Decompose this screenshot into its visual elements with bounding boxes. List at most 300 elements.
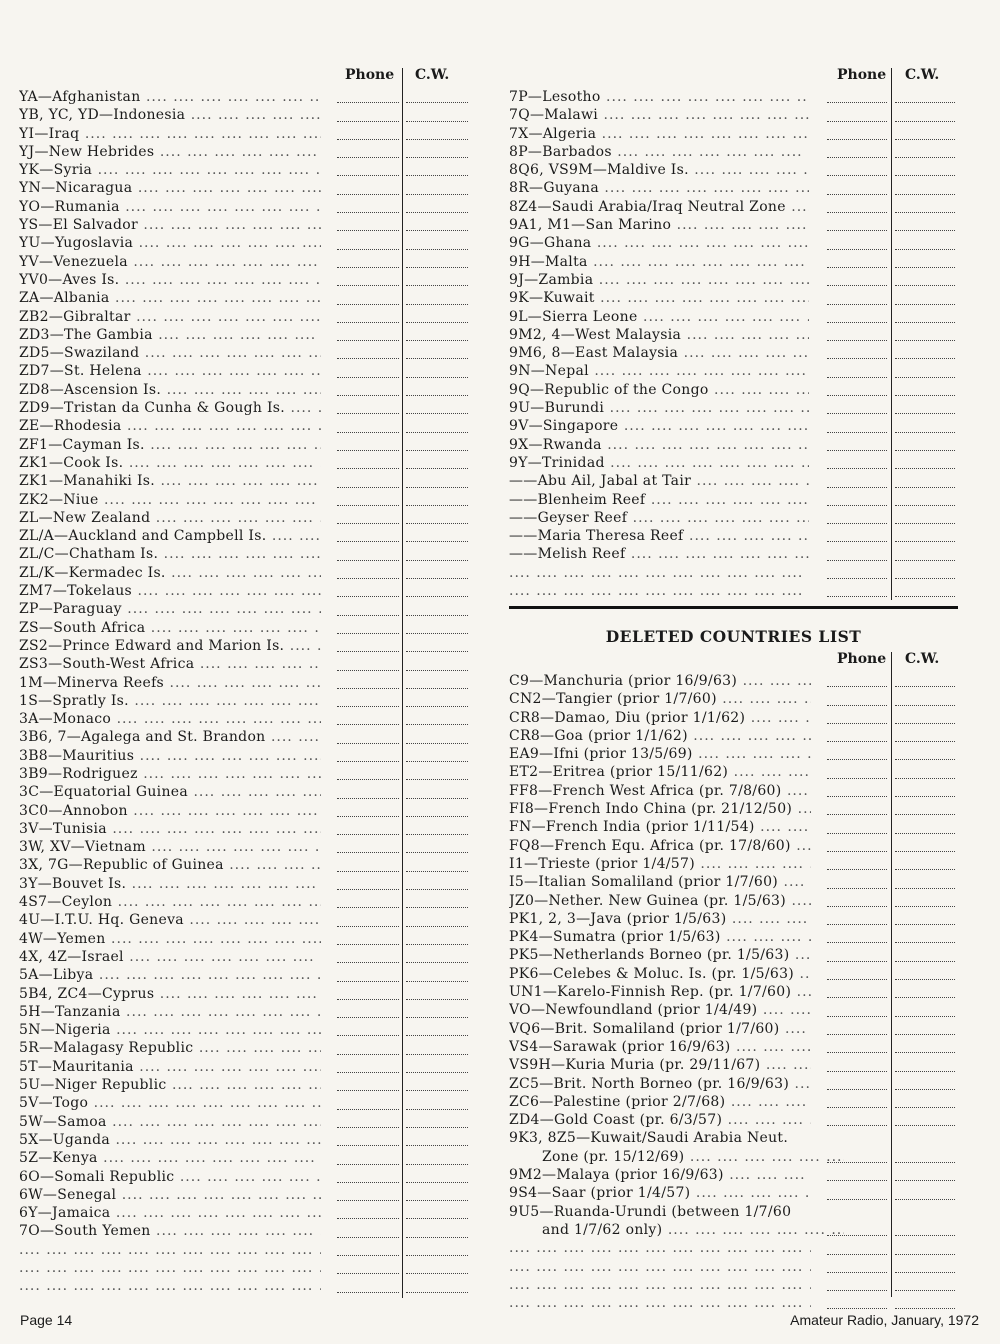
entry-label: ZL—New Zealand ....: [19, 509, 321, 527]
cw-check-cell: [406, 161, 468, 179]
cw-check-cell: [406, 106, 468, 124]
phone-check-cell: [827, 1001, 887, 1019]
entry-label: 9V—Singapore ....: [509, 417, 809, 435]
phone-check-cell: [827, 910, 887, 928]
list-item: [19, 875, 471, 893]
entry-label: 8R—Guyana ....: [509, 179, 809, 197]
blank-entry: [509, 1294, 811, 1312]
phone-check-cell: [827, 690, 887, 708]
phone-check-cell: [337, 308, 399, 326]
cw-check-cell: [895, 417, 955, 435]
entry-label: EA9—Ifni (prior 13/5/69) ....: [509, 745, 811, 763]
list-item: [509, 106, 958, 124]
cw-header-deleted: C.W.: [905, 651, 940, 667]
cw-check-cell: [406, 1076, 468, 1094]
cw-check-cell: [895, 198, 955, 216]
list-item: [509, 527, 958, 545]
phone-header-deleted: Phone: [837, 651, 887, 667]
entry-label: 5A—Libya ....: [19, 966, 321, 984]
cw-check-cell: [895, 143, 955, 161]
list-item: [19, 509, 471, 527]
cw-check-cell: [406, 344, 468, 362]
entry-label: FN—French India (prior 1/11/54) ....: [509, 818, 811, 836]
phone-check-cell: [827, 1294, 887, 1312]
phone-check-cell: [337, 985, 399, 1003]
phone-check-cell: [337, 911, 399, 929]
phone-check-cell: [827, 179, 887, 197]
phone-check-cell: [827, 271, 887, 289]
list-item: [509, 745, 958, 763]
entry-label: 1M—Minerva Reefs ....: [19, 674, 321, 692]
entry-label: YV0—Aves Is. ....: [19, 271, 321, 289]
list-item: [19, 253, 471, 271]
list-item: [19, 1021, 471, 1039]
entry-label: JZ0—Nether. New Guinea (pr. 1/5/63) ....: [509, 892, 811, 910]
entry-label: 9H—Malta ....: [509, 253, 809, 271]
phone-check-cell: [337, 125, 399, 143]
phone-check-cell: [337, 491, 399, 509]
phone-check-cell: [827, 253, 887, 271]
entry-label: ——Geyser Reef ....: [509, 509, 809, 527]
entry-label: 7Q—Malawi ....: [509, 106, 809, 124]
publication-info: Amateur Radio, January, 1972: [790, 1312, 979, 1328]
entry-label: YO—Rumania ....: [19, 198, 321, 216]
cw-check-cell: [895, 381, 955, 399]
phone-check-cell: [827, 745, 887, 763]
list-item: [19, 362, 471, 380]
list-item: [19, 143, 471, 161]
cw-check-cell: [895, 399, 955, 417]
phone-check-cell: [827, 727, 887, 745]
cw-check-cell: [895, 800, 955, 818]
blank-entry: [509, 1276, 811, 1294]
phone-check-cell: [827, 344, 887, 362]
list-item: [509, 1038, 958, 1056]
cw-check-cell: [895, 509, 955, 527]
phone-check-cell: [337, 783, 399, 801]
entry-label: 3B9—Rodriguez ....: [19, 765, 321, 783]
list-item: [19, 436, 471, 454]
list-item: [19, 1186, 471, 1204]
list-item: [509, 143, 958, 161]
entry-label: 7P—Lesotho ....: [509, 88, 809, 106]
phone-check-cell: [337, 619, 399, 637]
phone-check-cell: [827, 672, 887, 690]
list-item: [509, 308, 958, 326]
entry-label: ZL/A—Auckland and Campbell Is. ....: [19, 527, 321, 545]
entry-label: ZB2—Gibraltar ....: [19, 308, 321, 326]
phone-check-cell: [337, 1076, 399, 1094]
cw-check-cell: [895, 946, 955, 964]
phone-check-cell: [827, 106, 887, 124]
entry-label: FF8—French West Africa (pr. 7/8/60) ....: [509, 782, 811, 800]
phone-check-cell: [827, 88, 887, 106]
entry-label: 9K—Kuwait ....: [509, 289, 809, 307]
cw-header: C.W.: [415, 67, 450, 83]
entry-label: YA—Afghanistan ....: [19, 88, 321, 106]
cw-check-cell: [895, 161, 955, 179]
cw-check-cell: [895, 271, 955, 289]
phone-check-cell: [827, 417, 887, 435]
cw-check-cell: [406, 747, 468, 765]
phone-check-cell: [337, 747, 399, 765]
entry-label: 9M2—Malaya (prior 16/9/63) ....: [509, 1166, 811, 1184]
entry-label: PK1, 2, 3—Java (prior 1/5/63) ....: [509, 910, 811, 928]
right-country-list: [509, 88, 958, 600]
cw-check-cell: [895, 855, 955, 873]
list-item: [509, 271, 958, 289]
list-item: [509, 253, 958, 271]
phone-check-cell: [827, 399, 887, 417]
list-item: [19, 1076, 471, 1094]
cw-check-cell: [895, 1166, 955, 1184]
entry-label: ZD4—Gold Coast (pr. 6/3/57) ....: [509, 1111, 811, 1129]
cw-check-cell: [406, 966, 468, 984]
entry-label: VO—Newfoundland (prior 1/4/49) ....: [509, 1001, 811, 1019]
cw-check-cell: [895, 1038, 955, 1056]
phone-check-cell: [827, 983, 887, 1001]
entry-label: 4S7—Ceylon ....: [19, 893, 321, 911]
deleted-countries-section: [509, 648, 958, 1312]
phone-check-cell: [337, 582, 399, 600]
list-item: [19, 619, 471, 637]
phone-check-cell: [337, 856, 399, 874]
list-item: [509, 326, 958, 344]
list-item: [19, 655, 471, 673]
cw-check-cell: [895, 910, 955, 928]
list-item: [509, 564, 958, 582]
entry-label: 9Y—Trinidad ....: [509, 454, 809, 472]
entry-label: 9M6, 8—East Malaysia ....: [509, 344, 809, 362]
cw-check-cell: [895, 1221, 955, 1239]
phone-check-cell: [337, 527, 399, 545]
phone-check-cell: [827, 527, 887, 545]
cw-check-cell: [895, 672, 955, 690]
list-item: [19, 271, 471, 289]
phone-check-cell: [337, 88, 399, 106]
phone-check-cell: [827, 326, 887, 344]
entry-label: PK6—Celebes & Moluc. Is. (pr. 1/5/63) ....: [509, 965, 811, 983]
entry-label: ZD8—Ascension Is. ....: [19, 381, 321, 399]
entry-label: 3C—Equatorial Guinea ....: [19, 783, 321, 801]
list-item: [19, 600, 471, 618]
list-item: [19, 728, 471, 746]
phone-header-right: Phone: [837, 67, 887, 83]
list-item: [19, 911, 471, 929]
list-item: [509, 179, 958, 197]
entry-label: I1—Trieste (prior 1/4/57) ....: [509, 855, 811, 873]
list-item: [19, 88, 471, 106]
entry-label: ZM7—Tokelaus ....: [19, 582, 321, 600]
entry-label: ZD9—Tristan da Cunha & Gough Is. ....: [19, 399, 321, 417]
cw-check-cell: [406, 454, 468, 472]
cw-check-cell: [406, 125, 468, 143]
phone-check-cell: [337, 253, 399, 271]
entry-label: ZD5—Swaziland ....: [19, 344, 321, 362]
cw-check-cell: [895, 545, 955, 563]
entry-label: ZF1—Cayman Is. ....: [19, 436, 321, 454]
deleted-country-list: [509, 672, 958, 1312]
cw-check-cell: [895, 1093, 955, 1111]
entry-label: ——Melish Reef ....: [509, 545, 809, 563]
entry-label: ZK2—Niue ....: [19, 491, 321, 509]
cw-check-cell: [406, 1094, 468, 1112]
list-item: [509, 234, 958, 252]
phone-check-cell: [337, 692, 399, 710]
phone-check-cell: [337, 710, 399, 728]
entry-label: C9—Manchuria (prior 16/9/63) ....: [509, 672, 811, 690]
left-column: [19, 64, 471, 1296]
list-item: [19, 491, 471, 509]
phone-check-cell: [827, 1111, 887, 1129]
list-item: [19, 582, 471, 600]
blank-entry: [19, 1241, 321, 1259]
cw-check-cell: [406, 619, 468, 637]
list-item: [19, 692, 471, 710]
cw-check-cell: [895, 1276, 955, 1294]
blank-entry: [19, 1277, 321, 1295]
list-item: [19, 948, 471, 966]
phone-check-cell: [827, 509, 887, 527]
list-item: [509, 1221, 958, 1239]
list-item: [19, 216, 471, 234]
cw-check-cell: [406, 783, 468, 801]
cw-check-cell: [406, 911, 468, 929]
cw-check-cell: [406, 1039, 468, 1057]
list-item: [19, 106, 471, 124]
entry-label: ZL/C—Chatham Is. ....: [19, 545, 321, 563]
phone-check-cell: [337, 289, 399, 307]
entry-label: FQ8—French Equ. Africa (pr. 17/8/60) ....: [509, 837, 811, 855]
list-item: [19, 198, 471, 216]
entry-label: 5V—Togo ....: [19, 1094, 321, 1112]
cw-check-cell: [895, 837, 955, 855]
list-item: [19, 930, 471, 948]
entry-label: 6W—Senegal ....: [19, 1186, 321, 1204]
phone-check-cell: [827, 1056, 887, 1074]
cw-check-cell: [895, 1239, 955, 1257]
phone-check-cell: [337, 381, 399, 399]
cw-check-cell: [406, 289, 468, 307]
phone-check-cell: [827, 1129, 887, 1147]
cw-check-cell: [406, 326, 468, 344]
entry-label: YK—Syria ....: [19, 161, 321, 179]
entry-label: 9U—Burundi ....: [509, 399, 809, 417]
cw-check-cell: [895, 727, 955, 745]
phone-check-cell: [337, 930, 399, 948]
list-item: [509, 1020, 958, 1038]
phone-check-cell: [827, 582, 887, 600]
cw-check-cell: [895, 1020, 955, 1038]
phone-check-cell: [827, 1184, 887, 1202]
phone-check-cell: [337, 271, 399, 289]
list-item: [509, 161, 958, 179]
entry-label: ZK1—Manahiki Is. ....: [19, 472, 321, 490]
list-item: [509, 344, 958, 362]
entry-label: YJ—New Hebrides ....: [19, 143, 321, 161]
entry-label: 9J—Zambia ....: [509, 271, 809, 289]
cw-check-cell: [406, 143, 468, 161]
phone-check-cell: [827, 965, 887, 983]
cw-check-cell: [895, 472, 955, 490]
cw-check-cell: [406, 1222, 468, 1240]
list-item: [509, 1166, 958, 1184]
list-item: [509, 362, 958, 380]
list-item: [19, 1222, 471, 1240]
list-item: [509, 983, 958, 1001]
phone-check-cell: [827, 198, 887, 216]
phone-check-cell: [337, 1021, 399, 1039]
list-item: [19, 1149, 471, 1167]
list-item: [19, 289, 471, 307]
phone-check-cell: [827, 289, 887, 307]
list-item: [19, 856, 471, 874]
phone-check-cell: [337, 765, 399, 783]
cw-check-cell: [406, 1003, 468, 1021]
entry-label: ZS2—Prince Edward and Marion Is. ....: [19, 637, 321, 655]
list-item: [19, 783, 471, 801]
entry-label: I5—Italian Somaliland (prior 1/7/60) ....: [509, 873, 811, 891]
list-item: [19, 985, 471, 1003]
list-item: [19, 326, 471, 344]
phone-check-cell: [337, 326, 399, 344]
cw-check-cell: [406, 1113, 468, 1131]
entry-label: 9A1, M1—San Marino ....: [509, 216, 809, 234]
list-item: [19, 179, 471, 197]
cw-check-cell: [895, 873, 955, 891]
list-item: [509, 837, 958, 855]
phone-check-cell: [337, 728, 399, 746]
entry-label: CR8—Goa (prior 1/1/62) ....: [509, 727, 811, 745]
list-item: [509, 965, 958, 983]
phone-check-cell: [827, 892, 887, 910]
entry-label: ZA—Albania ....: [19, 289, 321, 307]
entry-label: ——Abu Ail, Jabal at Tair ....: [509, 472, 809, 490]
list-item: [509, 454, 958, 472]
list-item: [19, 637, 471, 655]
left-country-list: [19, 88, 471, 1296]
cw-check-cell: [406, 765, 468, 783]
cw-check-cell: [895, 782, 955, 800]
entry-label: ZE—Rhodesia ....: [19, 417, 321, 435]
phone-check-cell: [827, 873, 887, 891]
phone-check-cell: [337, 1259, 399, 1277]
entry-label: ——Blenheim Reef ....: [509, 491, 809, 509]
phone-check-cell: [337, 1149, 399, 1167]
list-item: [19, 125, 471, 143]
phone-check-cell: [827, 837, 887, 855]
list-item: [509, 763, 958, 781]
entry-label: UN1—Karelo-Finnish Rep. (pr. 1/7/60) ....: [509, 983, 811, 1001]
list-item: [509, 545, 958, 563]
phone-check-cell: [827, 928, 887, 946]
phone-check-cell: [337, 1058, 399, 1076]
entry-label: 9U5—Ruanda-Urundi (between 1/7/60: [509, 1203, 792, 1220]
list-item: [509, 1258, 958, 1276]
list-item: [509, 672, 958, 690]
list-item: [19, 545, 471, 563]
entry-label: 3X, 7G—Republic of Guinea ....: [19, 856, 321, 874]
phone-check-cell: [827, 855, 887, 873]
entry-label: 6Y—Jamaica ....: [19, 1204, 321, 1222]
cw-check-cell: [895, 491, 955, 509]
phone-check-cell: [337, 1186, 399, 1204]
cw-check-cell: [895, 1184, 955, 1202]
list-item: [509, 1129, 958, 1147]
phone-check-cell: [337, 600, 399, 618]
list-item: [509, 892, 958, 910]
cw-check-cell: [895, 928, 955, 946]
cw-check-cell: [895, 88, 955, 106]
phone-check-cell: [827, 1038, 887, 1056]
list-item: [19, 381, 471, 399]
phone-check-cell: [827, 1148, 887, 1166]
phone-check-cell: [827, 782, 887, 800]
cw-check-cell: [406, 564, 468, 582]
page-number: Page 14: [20, 1312, 73, 1328]
list-item: [19, 802, 471, 820]
cw-check-cell: [406, 399, 468, 417]
cw-check-cell: [895, 965, 955, 983]
list-item: [509, 818, 958, 836]
list-item: [509, 1148, 958, 1166]
cw-check-cell: [895, 564, 955, 582]
list-item: [509, 491, 958, 509]
list-item: [19, 308, 471, 326]
entry-label: VS4—Sarawak (prior 16/9/63) ....: [509, 1038, 811, 1056]
entry-label: 5H—Tanzania ....: [19, 1003, 321, 1021]
list-item: [509, 509, 958, 527]
phone-check-cell: [827, 1276, 887, 1294]
list-item: [509, 1203, 958, 1221]
phone-check-cell: [337, 1113, 399, 1131]
list-item: [19, 820, 471, 838]
entry-label: 3C0—Annobon ....: [19, 802, 321, 820]
entry-label: 7O—South Yemen ....: [19, 1222, 321, 1240]
list-item: [509, 873, 958, 891]
cw-check-cell: [406, 527, 468, 545]
phone-check-cell: [827, 491, 887, 509]
entry-label: PK4—Sumatra (prior 1/5/63) ....: [509, 928, 811, 946]
cw-check-cell: [406, 1277, 468, 1295]
list-item: [509, 709, 958, 727]
list-item: [509, 910, 958, 928]
phone-check-cell: [337, 875, 399, 893]
entry-label: 5X—Uganda ....: [19, 1131, 321, 1149]
right-column: [509, 64, 958, 600]
phone-check-cell: [337, 216, 399, 234]
entry-label: ZK1—Cook Is. ....: [19, 454, 321, 472]
entry-label: 3B8—Mauritius ....: [19, 747, 321, 765]
list-item: [19, 966, 471, 984]
phone-check-cell: [827, 472, 887, 490]
cw-check-cell: [406, 856, 468, 874]
list-item: [19, 472, 471, 490]
phone-check-cell: [337, 417, 399, 435]
cw-header-right: C.W.: [905, 67, 940, 83]
entry-label: CR8—Damao, Diu (prior 1/1/62) ....: [509, 709, 811, 727]
list-item: [509, 1093, 958, 1111]
cw-check-cell: [895, 362, 955, 380]
list-item: [509, 782, 958, 800]
phone-check-cell: [337, 838, 399, 856]
list-item: [19, 893, 471, 911]
phone-check-cell: [337, 1277, 399, 1295]
list-item: [509, 1276, 958, 1294]
cw-check-cell: [895, 1111, 955, 1129]
cw-check-cell: [895, 1129, 955, 1147]
cw-check-cell: [895, 1056, 955, 1074]
